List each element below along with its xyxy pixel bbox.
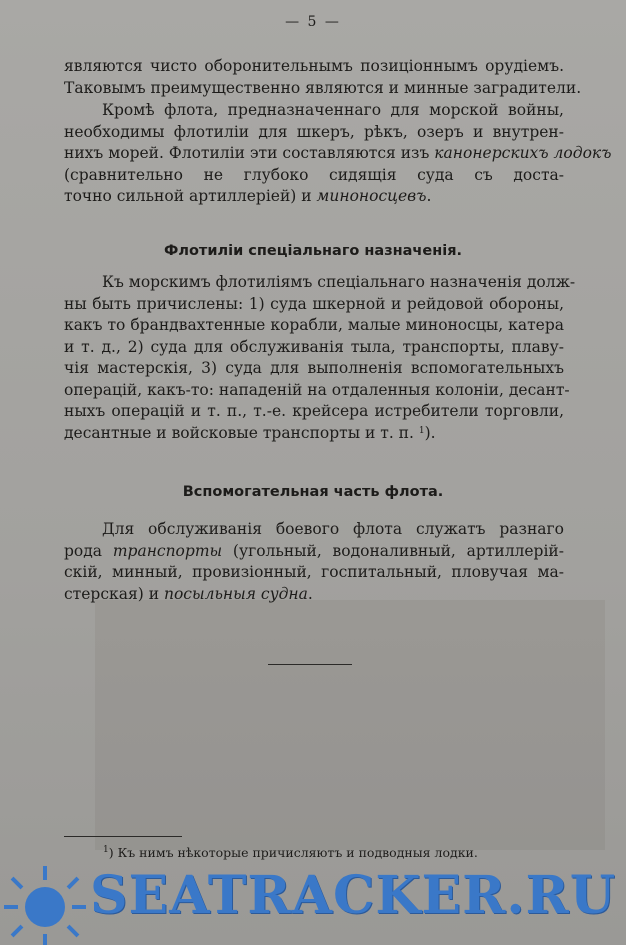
text-line: точно сильной артиллеріей) и миноносцевъ. — [64, 187, 432, 205]
text-line: и т. д., 2) суда для обслуживанія тыла, транспорты, плаву- — [64, 337, 564, 356]
italic-term: канонерскихъ лодокъ — [434, 144, 612, 162]
italic-term: посыльныя судна — [163, 584, 308, 603]
text-line: Для обслуживанія боевого флота служатъ разнаго — [102, 520, 564, 538]
text-line: Къ морскимъ флотиліямъ спеціальнаго назначенія долж- — [102, 273, 576, 291]
paragraph-3 — [64, 272, 576, 444]
watermark-text: SEATRACKER.RU — [90, 865, 617, 926]
text-line: являются чисто оборонительнымъ позиціоннымъ орудіемъ. — [64, 57, 564, 75]
footnote: $^1$) Къ нимъ нѣкоторые причисляютъ и подводныя лодки. — [103, 845, 478, 860]
text-line: стерская) и посыльныя судна. — [64, 584, 313, 603]
text-line: необходимы флотиліи для шкеръ, рѣкъ, озеръ и внутрен- — [64, 122, 564, 141]
text-line: скій, минный, провизіонный, госпитальный, пловучая ма- — [64, 563, 564, 581]
text-line: десантные и войсковые транспорты и т. п. $^1$). — [64, 423, 436, 442]
italic-term: транспорты — [112, 541, 223, 560]
section-heading: Вспомогательная часть флота. — [182, 484, 444, 500]
text-line: ны быть причислены: 1) суда шкерной и рейдовой обороны, — [64, 294, 564, 313]
section-divider — [268, 664, 352, 665]
text-line: какъ то брандвахтенные корабли, малые миноносцы, катера — [64, 316, 564, 334]
text-line: (сравнительно не глубоко сидящія суда съ доста- — [64, 165, 564, 184]
text-line: ныхъ операцій и т. п., т.-е. крейсера истребители торговли, — [64, 402, 564, 420]
paragraph-4 — [64, 519, 564, 605]
bleed-through-shadow — [95, 600, 605, 850]
text-line: рода транспорты (угольный, водоналивный, артиллерій- — [64, 541, 565, 560]
text-line: операцій, какъ-то: нападеній на отдаленныя колоніи, десант- — [64, 380, 570, 399]
text-line: Таковымъ преимущественно являются и минные заградители. — [64, 78, 582, 97]
text-line: чія мастерскія, 3) суда для выполненія вспомогательныхъ — [64, 359, 564, 377]
text-line: нихъ морей. Флотиліи эти составляются изъ канонерскихъ лодокъ — [64, 144, 612, 162]
footnote-divider — [64, 836, 182, 837]
footnote-mark: 1 — [418, 425, 425, 436]
paragraph-1 — [64, 56, 582, 99]
text-line: Кромѣ флота, предназначеннаго для морской войны, — [102, 101, 564, 119]
section-heading: Флотиліи спеціальнаго назначенія. — [163, 243, 463, 259]
italic-term: миноносцевъ — [316, 187, 427, 205]
paragraph-2 — [64, 100, 612, 208]
page-number: — 5 — — [285, 14, 341, 30]
footnote-mark: 1 — [103, 845, 109, 855]
